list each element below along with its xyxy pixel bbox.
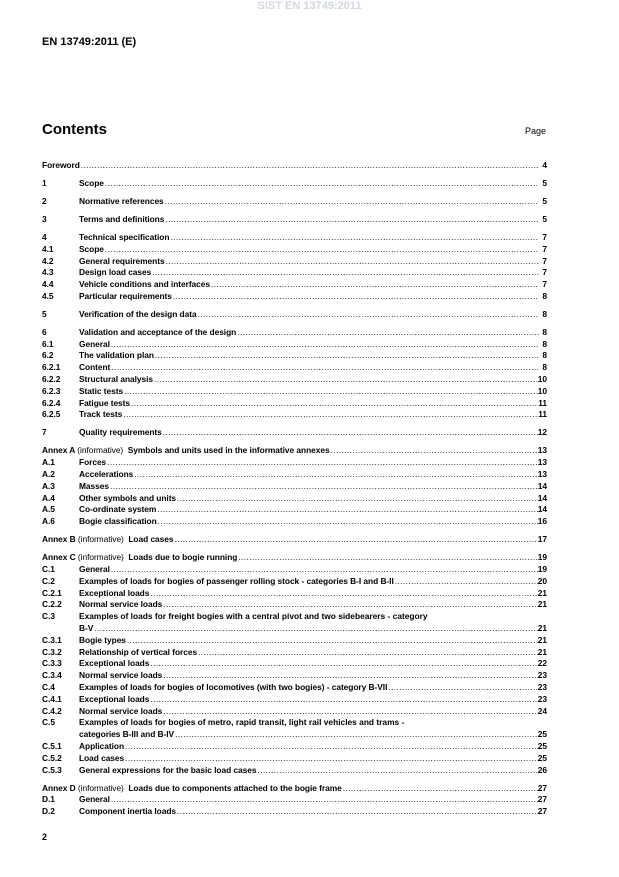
- toc-entry-page: 7: [542, 267, 547, 278]
- toc-entry-title: Validation and acceptance of the design: [79, 326, 237, 337]
- leader-dots: [111, 362, 539, 374]
- toc-entry-number: 4.4: [42, 279, 54, 290]
- toc-entry[interactable]: [42, 516, 547, 528]
- annex-label: Annex D: [42, 782, 76, 793]
- toc-entry-number: D.2: [42, 806, 55, 817]
- leader-dots: [157, 504, 537, 516]
- watermark: SIST EN 13749:2011: [257, 0, 362, 12]
- toc-entry-page: 8: [542, 362, 547, 373]
- leader-dots: [111, 339, 539, 351]
- leader-dots: [123, 409, 538, 421]
- toc-entry[interactable]: [42, 196, 547, 208]
- toc-entry-title: Examples of loads for bogies of passenger rolling stock - categories B-I and B-II: [79, 575, 394, 586]
- leader-dots: [170, 232, 539, 244]
- page-number: 2: [42, 832, 48, 842]
- toc-entry[interactable]: [42, 611, 547, 623]
- toc-entry-title: Vehicle conditions and interfaces: [79, 279, 210, 290]
- leader-dots: [211, 279, 539, 291]
- toc-entry[interactable]: [42, 635, 547, 647]
- toc-entry[interactable]: [42, 267, 547, 279]
- leader-dots: [165, 214, 539, 226]
- leader-dots: [331, 445, 538, 457]
- toc-entry-title: Normative references: [79, 195, 164, 206]
- toc-entry-title: Track tests: [79, 409, 123, 420]
- toc-annex-entry[interactable]: [42, 783, 547, 795]
- leader-dots: [388, 682, 537, 694]
- leader-dots: [111, 564, 538, 576]
- toc-entry-page: 14: [537, 504, 547, 515]
- toc-entry-page: 7: [542, 231, 547, 242]
- toc-entry-number: A.4: [42, 492, 55, 503]
- toc-entry[interactable]: [42, 232, 547, 244]
- toc-entry-number: C.3.1: [42, 634, 62, 645]
- toc-entry-page: 26: [537, 764, 547, 775]
- toc-entry-page: 13: [537, 457, 547, 468]
- leader-dots: [198, 647, 538, 659]
- annex-type: (informative): [77, 445, 124, 456]
- toc-entry-page: 27: [537, 794, 547, 805]
- toc-entry-page: 8: [542, 338, 547, 349]
- toc-entry-page: 20: [537, 575, 547, 586]
- toc-entry[interactable]: [42, 694, 547, 706]
- leader-dots: [166, 256, 539, 268]
- toc-entry[interactable]: [42, 753, 547, 765]
- toc-entry-page: 8: [542, 308, 547, 319]
- leader-dots: [198, 309, 539, 321]
- toc-entry-number: 4.3: [42, 267, 54, 278]
- toc-entry-title: Other symbols and units: [79, 492, 177, 503]
- toc-entry-number: 6.2: [42, 350, 54, 361]
- toc-entry[interactable]: [42, 350, 547, 362]
- leader-dots: [105, 244, 539, 256]
- toc-entry[interactable]: [42, 706, 547, 718]
- toc-entry-number: 5: [42, 308, 47, 319]
- toc-entry-title: Verification of the design data: [79, 308, 197, 319]
- toc-entry-page: 5: [542, 195, 547, 206]
- toc-entry-title: Load cases: [79, 752, 125, 763]
- toc-entry-number: A.3: [42, 480, 55, 491]
- toc-entry-title: Load cases: [128, 534, 174, 545]
- toc-entry-title: Design load cases: [79, 267, 152, 278]
- leader-dots: [175, 729, 538, 741]
- toc-entry-page: 25: [537, 752, 547, 763]
- toc-entry-page: 14: [537, 480, 547, 491]
- toc-entry[interactable]: [42, 717, 547, 729]
- toc-entry[interactable]: [42, 794, 547, 806]
- toc-entry-number: 7: [42, 427, 47, 438]
- toc-entry[interactable]: [42, 504, 547, 516]
- toc-entry-title: Structural analysis: [79, 374, 153, 385]
- leader-dots: [150, 694, 537, 706]
- toc-entry-title: Content: [79, 362, 111, 373]
- toc-entry-title: Exceptional loads: [79, 693, 150, 704]
- toc-entry-number: C.3.3: [42, 658, 62, 669]
- leader-dots: [395, 576, 538, 588]
- toc-entry[interactable]: [42, 309, 547, 321]
- toc-annex-entry[interactable]: [42, 552, 547, 564]
- leader-dots: [152, 267, 539, 279]
- toc-entry-number: 3: [42, 213, 47, 224]
- toc-entry-number: A.1: [42, 457, 55, 468]
- toc-entry[interactable]: [42, 178, 547, 190]
- toc-entry-number: C.1: [42, 563, 55, 574]
- toc-entry[interactable]: [42, 327, 547, 339]
- toc-entry[interactable]: [42, 457, 547, 469]
- toc-entry-page: 11: [538, 397, 547, 408]
- toc-entry-title: Normal service loads: [79, 599, 163, 610]
- toc-entry-page: 21: [537, 599, 547, 610]
- toc-annex-entry[interactable]: [42, 534, 547, 546]
- toc-entry-title: Examples of loads for bogies of locomotives (with two bogies) - category B-VII: [79, 681, 388, 692]
- toc-entry-number: C.3: [42, 611, 56, 622]
- toc-entry-number: C.2: [42, 575, 55, 586]
- toc-annex-entry[interactable]: [42, 445, 547, 457]
- toc-entry-page: 24: [537, 705, 547, 716]
- toc-entry-number: C.5.3: [42, 764, 62, 775]
- annex-label: Annex C: [42, 552, 76, 563]
- toc-entry-page: 25: [537, 729, 547, 740]
- toc-entry[interactable]: [42, 806, 547, 818]
- toc-entry[interactable]: [42, 599, 547, 611]
- toc-entry-page: 19: [537, 552, 547, 563]
- toc-entry[interactable]: [42, 658, 547, 670]
- toc-entry-number: D.1: [42, 794, 55, 805]
- toc-entry-number: C.5: [42, 717, 56, 728]
- toc-entry[interactable]: [42, 409, 547, 421]
- toc-entry-page: 8: [542, 290, 547, 301]
- toc-entry-title: Exceptional loads: [79, 587, 150, 598]
- table-of-contents: [42, 160, 547, 818]
- leader-dots: [343, 783, 538, 795]
- toc-entry-page: 17: [537, 534, 547, 545]
- toc-entry[interactable]: [42, 588, 547, 600]
- annex-label: Annex A: [42, 445, 75, 456]
- toc-entry-number: 6.2.3: [42, 385, 61, 396]
- toc-entry-number: C.3.2: [42, 646, 62, 657]
- document-id: EN 13749:2011 (E): [42, 36, 137, 48]
- toc-entry[interactable]: [42, 386, 547, 398]
- leader-dots: [125, 741, 538, 753]
- toc-entry[interactable]: [42, 374, 547, 386]
- toc-entry[interactable]: [42, 362, 547, 374]
- leader-dots: [163, 706, 538, 718]
- toc-entry-number: 6: [42, 326, 47, 337]
- leader-dots: [110, 481, 538, 493]
- leader-dots: [124, 386, 538, 398]
- toc-entry-number: 4.2: [42, 255, 54, 266]
- toc-entry[interactable]: [42, 741, 547, 753]
- toc-entry-number: C.5.2: [42, 752, 62, 763]
- toc-entry-title: Accelerations: [79, 469, 134, 480]
- leader-dots: [165, 196, 539, 208]
- toc-entry-page: 5: [542, 177, 547, 188]
- toc-entry-title: The validation plan: [79, 350, 154, 361]
- leader-dots: [163, 670, 538, 682]
- toc-entry-page: 23: [537, 670, 547, 681]
- toc-entry-title: Application: [79, 740, 125, 751]
- leader-dots: [134, 469, 538, 481]
- toc-entry-page: 13: [537, 469, 547, 480]
- leader-dots: [150, 658, 537, 670]
- toc-entry-title: Component inertia loads: [79, 806, 177, 817]
- toc-entry-title: Loads due to bogie running: [128, 552, 238, 563]
- leader-dots: [158, 516, 538, 528]
- leader-dots: [238, 552, 537, 564]
- toc-entry[interactable]: [42, 427, 547, 439]
- leader-dots: [127, 635, 538, 647]
- annex-type: (informative): [77, 552, 124, 563]
- leader-dots: [125, 753, 538, 765]
- toc-entry-title: Examples of loads for bogies of metro, rapid transit, light rail vehicles and trams -: [79, 717, 405, 728]
- toc-entry-title: Static tests: [79, 385, 124, 396]
- leader-dots: [81, 160, 539, 172]
- toc-entry[interactable]: [42, 339, 547, 351]
- toc-entry-title: General expressions for the basic load cases: [79, 764, 257, 775]
- toc-entry-page: 14: [537, 492, 547, 503]
- toc-entry-number: 6.2.5: [42, 409, 61, 420]
- toc-entry-title: General requirements: [79, 255, 165, 266]
- toc-entry-page: 23: [537, 693, 547, 704]
- toc-entry-title: Exceptional loads: [79, 658, 150, 669]
- toc-entry-page: 21: [537, 634, 547, 645]
- leader-dots: [257, 765, 537, 777]
- toc-entry-title: General: [79, 794, 110, 805]
- annex-type: (informative): [77, 782, 124, 793]
- toc-entry-title: Scope: [79, 177, 104, 188]
- toc-entry-number: C.3.4: [42, 670, 62, 681]
- toc-entry-page: 4: [542, 160, 547, 170]
- toc-entry-number: 1: [42, 177, 47, 188]
- leader-dots: [237, 327, 539, 339]
- toc-entry-number: C.4.2: [42, 705, 62, 716]
- toc-entry-page: 19: [537, 563, 547, 574]
- toc-entry-page: 12: [537, 427, 547, 438]
- toc-entry-number: C.5.1: [42, 740, 62, 751]
- toc-entry[interactable]: [42, 160, 547, 172]
- toc-entry-title: Bogie types: [79, 634, 126, 645]
- toc-entry-title: Examples of loads for freight bogies with a central pivot and two sidebearers - category: [79, 611, 428, 622]
- leader-dots: [163, 599, 538, 611]
- toc-entry-number: 4: [42, 231, 47, 242]
- leader-dots: [177, 806, 538, 818]
- toc-entry-number: 4.5: [42, 290, 54, 301]
- toc-entry-page: 7: [542, 279, 547, 290]
- toc-entry-number: C.4: [42, 681, 55, 692]
- toc-entry-continuation[interactable]: [42, 729, 547, 741]
- toc-entry-number: 6.2.2: [42, 374, 61, 385]
- toc-entry-title-continued: categories B-III and B-IV: [79, 729, 175, 740]
- toc-entry-number: 6.2.1: [42, 362, 61, 373]
- annex-type: (informative): [77, 534, 124, 545]
- toc-entry-title: Symbols and units used in the informative annexes: [127, 445, 330, 456]
- leader-dots: [150, 588, 537, 600]
- toc-entry-page: 21: [537, 646, 547, 657]
- toc-entry-number: 6.2.4: [42, 397, 61, 408]
- leader-dots: [177, 493, 538, 505]
- toc-entry[interactable]: [42, 576, 547, 588]
- toc-entry-number: C.4.1: [42, 693, 62, 704]
- toc-entry-title: Normal service loads: [79, 670, 163, 681]
- leader-dots: [105, 178, 539, 190]
- toc-entry-title: Scope: [79, 243, 104, 254]
- toc-entry-page: 7: [542, 255, 547, 266]
- toc-entry-page: 21: [537, 622, 547, 633]
- toc-entry-page: 23: [537, 681, 547, 692]
- toc-entry[interactable]: [42, 469, 547, 481]
- toc-entry-number: 4.1: [42, 243, 54, 254]
- toc-entry-page: 7: [542, 243, 547, 254]
- toc-entry[interactable]: [42, 670, 547, 682]
- toc-entry-title: Fatigue tests: [79, 397, 131, 408]
- toc-entry-title: Relationship of vertical forces: [79, 646, 198, 657]
- toc-entry-page: 5: [542, 213, 547, 224]
- toc-entry-continuation[interactable]: [42, 623, 547, 635]
- toc-entry[interactable]: [42, 398, 547, 410]
- leader-dots: [163, 427, 538, 439]
- toc-entry[interactable]: [42, 244, 547, 256]
- toc-entry-title: Normal service loads: [79, 705, 163, 716]
- toc-entry-number: A.6: [42, 516, 55, 527]
- toc-entry-number: A.2: [42, 469, 55, 480]
- toc-entry-number: 2: [42, 195, 47, 206]
- toc-entry[interactable]: [42, 256, 547, 268]
- toc-entry-title: Foreword: [42, 160, 80, 170]
- toc-entry-title: Loads due to components attached to the bogie frame: [128, 782, 342, 793]
- leader-dots: [155, 350, 539, 362]
- contents-title: Contents: [42, 121, 107, 138]
- toc-entry-number: C.2.1: [42, 587, 62, 598]
- toc-entry-title: Terms and definitions: [79, 213, 165, 224]
- toc-entry[interactable]: [42, 765, 547, 777]
- toc-entry-page: 27: [537, 806, 547, 817]
- toc-entry-title: Masses: [79, 480, 109, 491]
- toc-entry-page: 27: [537, 782, 547, 793]
- toc-entry[interactable]: [42, 493, 547, 505]
- toc-entry-title: General: [79, 338, 110, 349]
- leader-dots: [107, 457, 538, 469]
- toc-entry-page: 25: [537, 740, 547, 751]
- toc-entry-page: 10: [537, 374, 547, 385]
- toc-entry-page: 22: [537, 658, 547, 669]
- leader-dots: [111, 794, 538, 806]
- toc-entry-page: 8: [542, 326, 547, 337]
- toc-entry[interactable]: [42, 682, 547, 694]
- page-column-label: Page: [524, 126, 546, 136]
- leader-dots: [94, 623, 538, 635]
- toc-entry-title: Forces: [79, 457, 107, 468]
- toc-entry-page: 10: [537, 385, 547, 396]
- toc-entry-title: Particular requirements: [79, 290, 172, 301]
- toc-entry-title: Quality requirements: [79, 427, 162, 438]
- toc-entry-number: C.2.2: [42, 599, 62, 610]
- toc-entry-title: Co-ordinate system: [79, 504, 157, 515]
- toc-entry[interactable]: [42, 291, 547, 303]
- toc-entry-page: 16: [537, 516, 547, 527]
- toc-entry[interactable]: [42, 564, 547, 576]
- toc-entry-number: 6.1: [42, 338, 54, 349]
- toc-entry-number: A.5: [42, 504, 55, 515]
- toc-entry-title: Technical specification: [79, 231, 170, 242]
- leader-dots: [174, 534, 537, 546]
- annex-label: Annex B: [42, 534, 76, 545]
- toc-entry[interactable]: [42, 647, 547, 659]
- toc-entry-page: 8: [542, 350, 547, 361]
- toc-entry[interactable]: [42, 214, 547, 226]
- leader-dots: [173, 291, 539, 303]
- toc-entry[interactable]: [42, 279, 547, 291]
- toc-entry-title: Bogie classification: [79, 516, 157, 527]
- toc-entry-title-continued: B-V: [79, 622, 94, 633]
- toc-entry-page: 21: [537, 587, 547, 598]
- toc-entry-title: General: [79, 563, 110, 574]
- leader-dots: [131, 398, 538, 410]
- toc-entry-page: 11: [538, 409, 547, 420]
- leader-dots: [154, 374, 538, 386]
- toc-entry-page: 13: [537, 445, 547, 456]
- toc-entry[interactable]: [42, 481, 547, 493]
